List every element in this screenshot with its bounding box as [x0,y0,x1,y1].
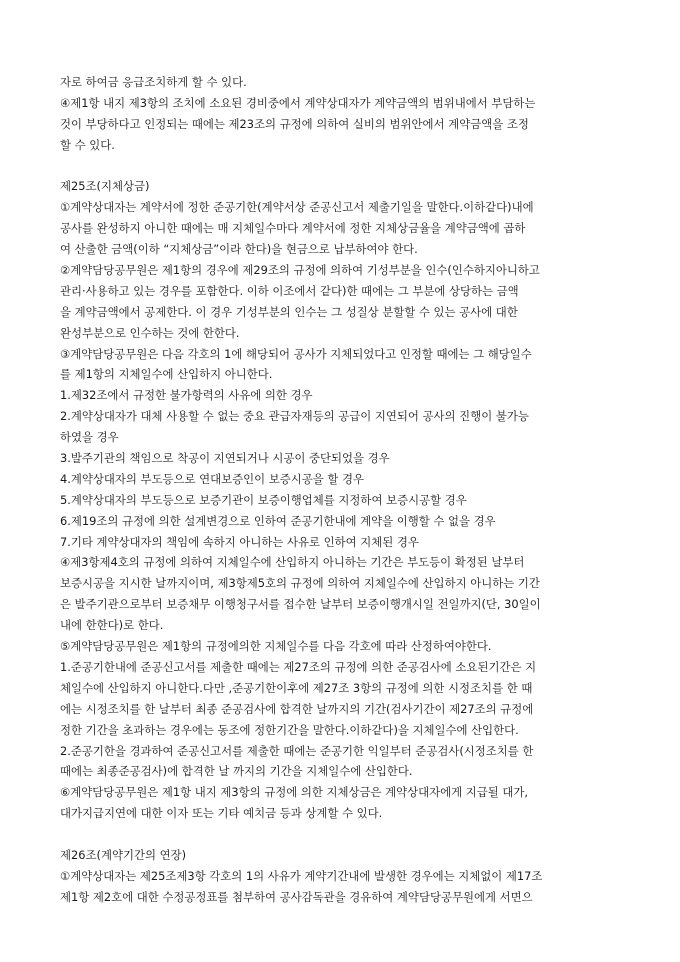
text-line: ①계약상대자는 제25조제3항 각호의 1의 사유가 계약기간내에 발생한 경우에는 지체없이 제17조 [60,868,543,883]
text-line: ②계약담당공무원은 제1항의 경우에 제29조의 규정에 의하여 기성부분을 인수(인수하지아니하고 [60,263,540,278]
text-line: 관리·사용하고 있는 경우를 포함한다. 이하 이조에서 같다)한 때에는 그 부분에 상당하는 금액 [60,283,519,298]
list-item: 4.계약상대자의 부도등으로 연대보증인이 보증시공을 할 경우 [60,471,365,486]
list-item: 7.기타 계약상대자의 책임에 속하지 아니하는 사유로 인하여 지체된 경우 [60,534,419,549]
text-line: ⑤계약담당공무원은 제1항의 규정에의한 지체일수를 다음 각호에 따라 산정하여야한다. [60,639,492,654]
text-line: 체일수에 산입하지 아니한다.다만 ,준공기한이후에 제27조 3항의 규정에 의한 시정조치를 한 때 [60,680,533,695]
list-item: 5.계약상대자의 부도등으로 보증기관이 보증이행업체를 지정하여 보증시공할 경우 [60,492,467,507]
text-line: ④제1항 내지 제3항의 조치에 소요된 경비중에서 계약상대자가 계약금액의 범위내에서 부담하는 [60,95,536,110]
list-item: 6.제19조의 규정에 의한 설계변경으로 인하여 준공기한내에 계약을 이행할 수 없을 경우 [60,513,496,528]
list-item: 2.계약상대자가 대체 사용할 수 없는 중요 관급자재등의 공급이 지연되어 공사의 진행이 불가능 [60,409,529,424]
text-line: 공사를 완성하지 아니한 때에는 매 지체일수마다 계약서에 정한 지체상금율을 계약금액에 곱하 [60,221,526,236]
document-page [60,72,622,908]
blank-line [60,156,622,177]
text-line: 완성부분으로 인수하는 것에 한한다. [60,325,240,340]
text-line: 내에 한한다)로 한다. [60,618,164,633]
text-line: 대가지급지연에 대한 이자 또는 기타 예치금 등과 상계할 수 있다. [60,806,383,821]
section-heading-26: 제26조(계약기간의 연장) [60,847,187,862]
text-line: 할 수 있다. [60,137,115,152]
text-line: 하였을 경우 [60,430,119,445]
text-line: 정한 기간을 초과하는 경우에는 동조에 정한기간을 말한다.이하같다)을 지체일수에 산입한다. [60,722,519,737]
section-heading-25: 제25조(지체상금) [60,179,150,194]
text-line: 여 산출한 금액(이하 “지체상금”이라 한다)을 현금으로 납부하여야 한다. [60,242,418,257]
text-line: 보증시공을 지시한 날까지이며, 제3항제5호의 규정에 의하여 지체일수에 산입하지 아니하는 기간 [60,576,540,591]
list-item: 1.제32조에서 규정한 불가항력의 사유에 의한 경우 [60,388,313,403]
text-line: 을 계약금액에서 공제한다. 이 경우 기성부분의 인수는 그 성질상 분할할 수 있는 공사에 대한 [60,304,518,319]
text-line: ③계약담당공무원은 다음 각호의 1에 해당되어 공사가 지체되었다고 인정할 때에는 그 해당일수 [60,346,532,361]
text-line: 에는 시정조치를 한 날부터 최종 준공검사에 합격한 날까지의 기간(검사기간이 제27조의 규정에 [60,701,534,716]
text-line: 것이 부당하다고 인정되는 때에는 제23조의 규정에 의하여 실비의 범위안에서 계약금액을 조정 [60,116,529,131]
text-line: ④제3항제4호의 규정에 의하여 지체일수에 산입하지 아니하는 기간은 부도등이 확정된 날부터 [60,555,525,570]
list-item: 2.준공기한을 경과하여 준공신고서를 제출한 때에는 준공기한 익일부터 준공검사(시정조치를 한 [60,743,534,758]
text-line: ⑥계약담당공무원은 제1항 내지 제3항의 규정에 의한 지체상금은 계약상대자에게 지급될 대가, [60,785,529,800]
text-line: 자로 하여금 응급조치하게 할 수 있다. [60,75,247,89]
list-item: 3.발주기관의 책임으로 착공이 지연되거나 시공이 중단되었을 경우 [60,451,390,466]
text-line: 제1항 제2호에 대한 수정공정표를 첨부하여 공사감독관을 경유하여 계약담당공무원에게 서면으 [60,889,533,904]
list-item: 1.준공기한내에 준공신고서를 제출한 때에는 제27조의 규정에 의한 준공검사에 소요된기간은 지 [60,659,537,674]
text-line: ①계약상대자는 계약서에 정한 준공기한(계약서상 준공신고서 제출기일을 말한다.이하같다)내에 [60,200,534,215]
blank-line [60,824,622,845]
text-line: 를 제1항의 지체일수에 산입하지 아니한다. [60,367,273,382]
text-line: 은 발주기관으로부터 보증채무 이행청구서를 접수한 날부터 보증이행개시일 전일까지(단, 30일이 [60,597,541,612]
text-line: 때에는 최종준공검사)에 합격한 날 까지의 기간을 지체일수에 산입한다. [60,764,413,779]
